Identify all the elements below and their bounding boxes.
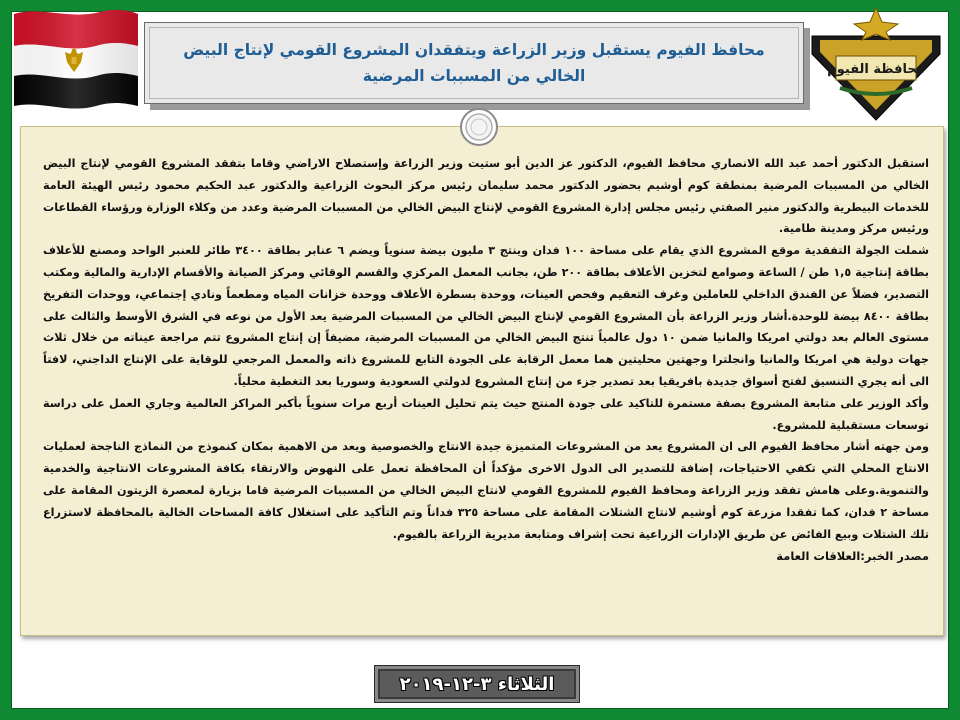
headline-box	[144, 22, 804, 104]
headline-title: محافظ الفيوم يستقبل وزير الزراعة ويتفقدان المشروع القومي لإنتاج البيض الخالي من المسببات المرضية	[183, 41, 765, 85]
article-paragraph: شملت الجولة التفقدية موقع المشروع الذي يقام على مساحة ١٠٠ فدان وينتج ٣ مليون بيضة سنوياً ويضم ٦ عنابر بطاقة ٣٤٠٠ طائر للعنبر الواحد ومصنع للأعلاف بطاقة إنتاجية ١,٥ طن / الساعة وصوامع لتخزين الأعلاف بطاقة ٢٠٠ طن، بجانب المعمل المركزي والقسم الوقائي ومركز الصيانة والأقسام الإدارية والمالية ومكتب التصدير، فضلاً عن الفندق الداخلي للعاملين وغرف التعقيم وفحص العينات، ووحدة بسطرة الأعلاف ووحدة خزانات المياه ومطعماً ونادي إجتماعي، ووحدات التفريخ بطاقة ٨٤٠٠ بيضة للوحدة.أشار وزير الزراعة بأن المشروع القومي لإنتاج البيض الخالي من المسببات المرضية يعد الأول من نوعه في الشرق الأوسط والثالث على مستوى العالم بعد دولتي امريكا والمانيا ضمن ١٠ دول عالمياً تنتج البيض الخالي من المسببات المرضية، مضيفاً إن إنتاج المشروع تتم مراجعة عيناته من خلال ثلاث جهات دولية هي امريكا والمانيا وانجلترا وجهتين محليتين هما معمل الرقابة على الجودة التابع للمشروع ذاته والمعمل المرجعي للوقاية على الإنتاج الداجني، لافتاً الى أنه يجري التنسيق لفتح أسواق جديدة بافريقيا بعد تصدير جزء من إنتاج المشروع لدولتي السعودية وسوريا بعد التغطية محلياً.	[43, 244, 930, 388]
article-paragraph: استقبل الدكتور أحمد عبد الله الانصاري محافظ الفيوم، الدكتور عز الدين أبو ستيت وزير الزراعة وإستصلاح الاراضي وقاما بتفقد المشروع القومي لإنتاج البيض الخالي من المسببات المرضية بمنطقة كوم أوشيم بحضور الدكتور محمد سليمان رئيس مركز البحوث الزراعية والدكتور عبد الحكيم محمود رئيس الهيئة العامة للخدمات البيطرية والدكتور منير الصفتي رئيس مجلس إدارة المشروع القومي لإنتاج البيض الخالي من المسببات المرضية وعدد من وكلاء الوزارة ورؤساء القطاعات ورئيس مركز ومدينة طامية.	[43, 157, 929, 236]
date-text: الثلاثاء ٣-١٢-٢٠١٩	[399, 673, 555, 695]
article-box	[20, 126, 944, 636]
logo-text: محافظة الفيوم	[827, 62, 925, 77]
news-source: مصدر الخبر:العلاقات العامة	[776, 549, 929, 564]
ring-connector-icon	[458, 106, 500, 148]
article-paragraph: وأكد الوزير على متابعة المشروع بصفة مستمرة للتاكيد على جودة المنتج حيث يتم تحليل العينات أربع مرات سنوياً بأكبر المراكز العالمية وجاري العمل على دراسة توسعات مستقبلية للمشروع.	[43, 396, 929, 432]
egypt-flag-icon	[10, 0, 140, 130]
article-paragraph: ومن جهته أشار محافظ الفيوم الى ان المشروع يعد من المشروعات المتميزة جيدة الانتاج والخصوصية ويعد من الاهمية بمكان كنموذج من النماذج الناجحة لعمليات الانتاج المحلي التي تكفي الاحتياجات، إضافة للتصدير الى الدول الاخرى مؤكداً أن المحافظة تعمل على النهوض والارتقاء بكافة المشروعات الانتاجية والخدمية والتنموية.وعلى هامش تفقد وزير الزراعة ومحافظ الفيوم للمشروع القومي لانتاج البيض الخالي من المسببات المرضية قاما بزيارة لمعصرة الزيتون المقامة على مساحة ٢ فدان، كما تفقدا مزرعة كوم أوشيم لانتاج الشتلات المقامة على مساحة ٣٢٥ فداناً وتم التأكيد على استغلال كافة المساحات الخالية بالمحافظة لاستزراع تلك الشتلات وبيع الفائض عن طريق الإدارات الزراعية تحت إشراف ومتابعة مديرية الزراعة بالفيوم.	[43, 440, 929, 541]
article-body	[43, 153, 929, 545]
date-badge	[374, 665, 580, 703]
fayoum-governorate-logo	[806, 4, 946, 122]
